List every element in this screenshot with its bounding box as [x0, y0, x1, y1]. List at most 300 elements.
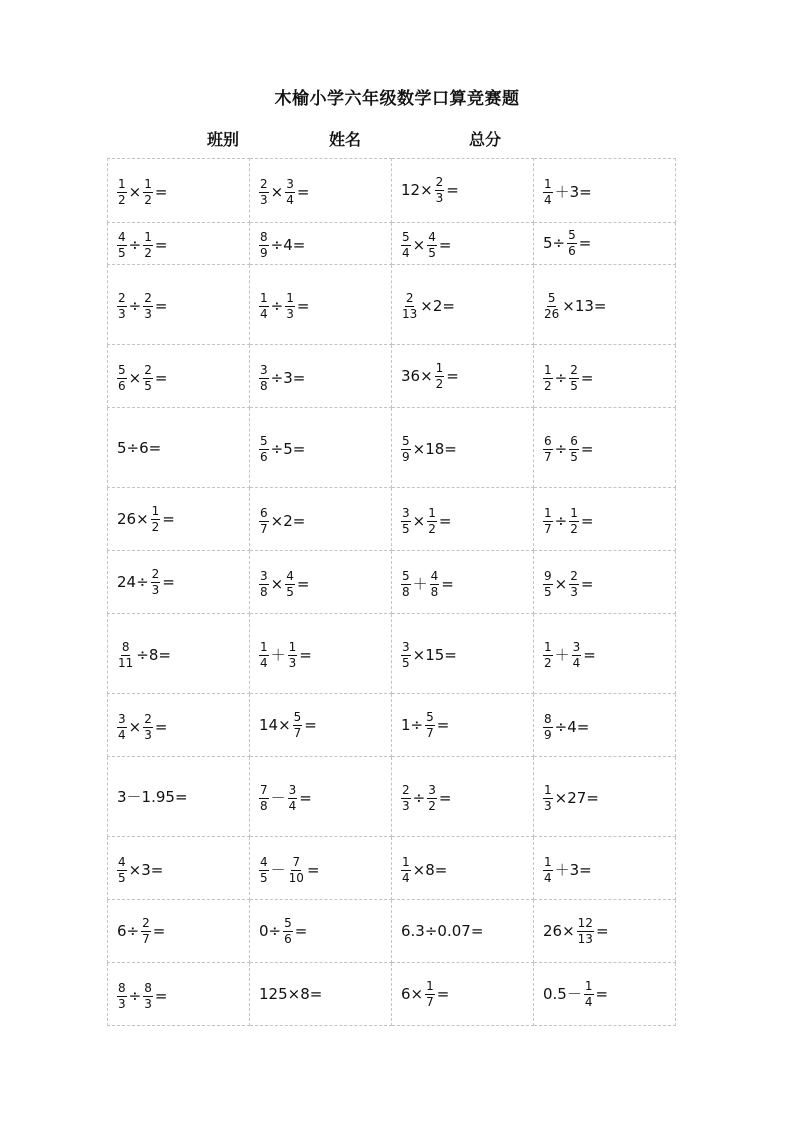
problem-cell [534, 963, 676, 1026]
fraction [259, 856, 269, 884]
fraction [427, 507, 437, 535]
expression-text: － [270, 789, 286, 807]
fraction-numerator: 4 [260, 854, 268, 869]
fraction-numerator: 1 [544, 640, 552, 655]
problem-expression [258, 231, 306, 259]
fraction-denominator: 5 [118, 246, 126, 260]
fraction [567, 229, 577, 257]
expression-text: 5÷ [543, 234, 566, 252]
problem-grid-body [108, 159, 676, 1026]
fraction [117, 364, 127, 392]
fraction [285, 178, 295, 206]
problem-expression [258, 292, 310, 320]
fraction-numerator: 1 [544, 783, 552, 798]
fraction-denominator: 8 [430, 584, 439, 599]
problem-row [108, 900, 676, 963]
problem-cell [108, 614, 250, 694]
expression-text: = [154, 297, 168, 315]
expression-text: = [154, 368, 168, 387]
expression-text: = [154, 717, 168, 736]
expression-text: ×15= [412, 646, 457, 664]
problem-cell [250, 223, 392, 265]
expression-text: = [580, 440, 594, 458]
expression-text: = [152, 921, 166, 940]
fraction-denominator: 6 [118, 378, 126, 393]
problem-cell [392, 694, 534, 757]
fraction-denominator: 7 [544, 450, 552, 464]
fraction-numerator: 4 [118, 854, 126, 869]
expression-text: 1÷ [401, 715, 424, 734]
fraction-numerator: 1 [151, 503, 160, 518]
expression-text: = [306, 860, 320, 879]
fraction-numerator: 1 [428, 505, 436, 520]
fraction-numerator: 4 [430, 568, 439, 583]
problem-cell [250, 408, 392, 488]
expression-text: × [270, 183, 284, 201]
problem-cell [534, 757, 676, 837]
expression-text: 0÷ [259, 921, 282, 940]
expression-text: = [595, 984, 609, 1003]
fraction-denominator: 26 [544, 307, 560, 321]
problem-expression [116, 787, 189, 806]
problem-cell [392, 345, 534, 408]
fraction-denominator: 4 [544, 870, 552, 885]
expression-text: = [162, 509, 175, 528]
fraction-numerator: 1 [544, 177, 552, 192]
expression-text: = [595, 921, 609, 940]
problem-expression [542, 856, 593, 884]
fraction-numerator: 5 [402, 434, 410, 449]
fraction-numerator: 2 [402, 783, 410, 798]
fraction-denominator: 8 [260, 378, 268, 393]
problem-row [108, 488, 676, 551]
fraction-numerator: 3 [402, 505, 410, 520]
problem-expression [400, 435, 458, 463]
fraction-numerator: 3 [260, 568, 268, 583]
expression-text: = [436, 984, 450, 1003]
expression-text: ÷ [270, 297, 284, 315]
problem-cell [392, 265, 534, 345]
fraction-denominator: 7 [426, 994, 434, 1009]
expression-text: = [154, 986, 168, 1005]
problem-expression [258, 570, 310, 598]
problem-cell [250, 900, 392, 963]
problem-cell [108, 265, 250, 345]
fraction-numerator: 6 [544, 434, 552, 449]
problem-row [108, 963, 676, 1026]
fraction-numerator: 2 [570, 568, 578, 583]
fraction-numerator: 3 [260, 362, 268, 377]
fraction [259, 178, 269, 206]
fraction [293, 711, 303, 739]
problem-row [108, 694, 676, 757]
expression-text: 14× [259, 715, 291, 734]
expression-text: = [446, 181, 459, 199]
fraction [401, 570, 411, 598]
problem-expression [400, 711, 450, 739]
fraction [543, 292, 560, 320]
fraction-denominator: 2 [428, 799, 436, 813]
problem-cell [250, 159, 392, 223]
expression-text: 6.3÷0.07= [401, 922, 484, 940]
fraction [283, 917, 293, 945]
fraction-denominator: 7 [426, 725, 434, 740]
fraction-numerator: 1 [288, 640, 297, 655]
fraction [285, 570, 295, 598]
problem-cell [534, 345, 676, 408]
fraction [543, 435, 553, 463]
fraction-numerator: 3 [402, 640, 410, 655]
expression-text: × [270, 574, 284, 593]
problem-row [108, 345, 676, 408]
problem-cell [534, 159, 676, 223]
expression-text: 6× [401, 984, 424, 1003]
fraction-denominator: 13 [577, 931, 593, 946]
fraction-denominator: 3 [260, 193, 268, 207]
problem-expression [258, 711, 318, 739]
expression-text: 0.5－ [543, 984, 582, 1003]
fraction-denominator: 5 [402, 656, 410, 670]
problem-cell [108, 345, 250, 408]
problem-cell [392, 837, 534, 900]
fraction [572, 641, 582, 669]
fraction-denominator: 3 [435, 191, 444, 205]
fraction [401, 641, 411, 669]
problem-cell [392, 551, 534, 614]
problem-cell [108, 159, 250, 223]
fraction-numerator: 6 [260, 505, 268, 520]
problem-expression [542, 784, 600, 812]
fraction-denominator: 7 [142, 931, 150, 946]
fraction [543, 570, 553, 598]
expression-text: ÷ [128, 986, 142, 1005]
fraction-numerator: 8 [544, 711, 552, 726]
problem-cell [534, 488, 676, 551]
fraction-denominator: 2 [151, 519, 160, 534]
expression-text: ÷5= [270, 440, 306, 458]
fraction-denominator: 4 [118, 727, 126, 742]
fraction [401, 784, 411, 812]
fraction [259, 507, 269, 535]
expression-text: × [412, 236, 426, 254]
name-label: 姓名 [329, 130, 362, 149]
problem-row [108, 408, 676, 488]
problem-cell [392, 900, 534, 963]
fraction-denominator: 4 [260, 656, 268, 670]
expression-text: ÷ [128, 297, 142, 315]
fraction-numerator: 3 [428, 783, 436, 798]
expression-text: × [412, 511, 426, 530]
fraction-denominator: 2 [435, 376, 444, 391]
fraction [259, 231, 269, 259]
fraction-denominator: 5 [286, 584, 294, 599]
problem-expression [258, 178, 310, 206]
fraction-denominator: 3 [118, 307, 126, 321]
expression-text: × [128, 717, 142, 736]
fraction [401, 856, 411, 884]
problem-expression [116, 438, 162, 457]
expression-text: = [299, 646, 312, 664]
expression-text: = [296, 183, 310, 201]
problem-cell [534, 408, 676, 488]
expression-text: ÷4= [554, 717, 590, 736]
fraction-numerator: 2 [260, 177, 268, 192]
problem-cell [392, 223, 534, 265]
problem-cell [108, 963, 250, 1026]
fraction-denominator: 13 [402, 307, 418, 321]
fraction-numerator: 2 [142, 915, 150, 930]
expression-text: = [583, 646, 596, 664]
fraction-denominator: 5 [570, 450, 578, 464]
fraction-denominator: 4 [544, 193, 552, 207]
fraction-numerator: 5 [402, 230, 410, 245]
expression-text: = [294, 921, 308, 940]
fraction-denominator: 4 [286, 193, 294, 207]
fraction-numerator: 7 [292, 854, 301, 869]
problem-expression [542, 292, 608, 320]
problem-expression [258, 784, 313, 812]
fraction [401, 292, 418, 320]
expression-text: = [580, 511, 594, 530]
expression-text: = [438, 511, 452, 530]
fraction-denominator: 11 [118, 656, 134, 670]
fraction [425, 980, 435, 1008]
fraction-denominator: 7 [260, 521, 268, 536]
expression-text: = [299, 789, 312, 807]
fraction-denominator: 7 [293, 725, 302, 740]
problem-cell [250, 551, 392, 614]
fraction [285, 292, 295, 320]
expression-text: ÷ [554, 440, 568, 458]
fraction-denominator: 4 [402, 246, 410, 260]
problem-expression [258, 917, 308, 945]
fraction-numerator: 3 [286, 177, 294, 192]
fraction-numerator: 2 [570, 362, 578, 377]
fraction-denominator: 5 [570, 378, 578, 393]
fraction-numerator: 1 [144, 177, 152, 192]
expression-text: = [441, 574, 454, 593]
expression-text: 125×8= [259, 985, 323, 1003]
expression-text: 3－1.95= [117, 787, 188, 806]
expression-text: ÷ [128, 236, 142, 254]
problem-cell [108, 488, 250, 551]
fraction [288, 784, 298, 812]
fraction [401, 435, 411, 463]
fraction-denominator: 5 [428, 246, 436, 260]
fraction-denominator: 2 [118, 193, 126, 207]
fraction [543, 713, 553, 741]
fraction [117, 641, 134, 669]
fraction [141, 917, 151, 945]
fraction-denominator: 3 [544, 799, 552, 813]
fraction [569, 435, 579, 463]
problem-cell [534, 551, 676, 614]
fraction [435, 176, 445, 204]
fraction [569, 364, 579, 392]
problem-expression [400, 980, 450, 1008]
fraction-denominator: 3 [144, 996, 152, 1011]
fraction-numerator: 1 [144, 230, 152, 245]
problem-expression [258, 364, 306, 392]
fraction [577, 917, 594, 945]
fraction-denominator: 6 [284, 931, 292, 946]
fraction-numerator: 5 [402, 568, 410, 583]
fraction [427, 231, 437, 259]
fraction [543, 178, 553, 206]
fraction-numerator: 7 [260, 783, 268, 798]
expression-text: ＋ [270, 646, 286, 664]
fraction [117, 982, 127, 1010]
problem-expression [400, 856, 448, 884]
expression-text: ×3= [128, 860, 164, 879]
expression-text: ÷ [554, 511, 568, 530]
problem-expression [400, 292, 456, 320]
fraction [435, 362, 445, 390]
problem-expression [542, 178, 593, 206]
fraction [401, 507, 411, 535]
fraction-denominator: 4 [288, 799, 297, 813]
problem-row [108, 757, 676, 837]
problem-expression [400, 570, 455, 598]
problem-expression [542, 364, 594, 392]
fraction [288, 856, 305, 884]
class-label: 班别 [207, 130, 240, 149]
fraction-numerator: 5 [568, 228, 576, 243]
fraction-denominator: 7 [544, 521, 552, 536]
problem-cell [392, 408, 534, 488]
fraction-numerator: 5 [284, 915, 292, 930]
expression-text: 5÷6= [117, 438, 162, 457]
problem-cell [108, 837, 250, 900]
expression-text: = [438, 789, 452, 807]
fraction [543, 856, 553, 884]
fraction [259, 784, 269, 812]
fraction [117, 856, 127, 884]
fraction-denominator: 2 [144, 246, 152, 260]
expression-text: = [436, 715, 450, 734]
problem-expression [116, 568, 176, 596]
fraction-numerator: 1 [286, 291, 294, 306]
fraction-numerator: 1 [402, 854, 410, 869]
fraction-denominator: 3 [144, 727, 152, 742]
problem-row [108, 837, 676, 900]
expression-text: = [154, 183, 168, 201]
fraction-denominator: 4 [260, 307, 268, 321]
problem-expression [400, 784, 452, 812]
fraction-denominator: 10 [288, 870, 304, 885]
problem-cell [108, 694, 250, 757]
fraction-numerator: 2 [144, 362, 152, 377]
problem-expression [542, 435, 594, 463]
fraction-denominator: 6 [568, 244, 576, 258]
fraction [543, 507, 553, 535]
problem-expression [258, 641, 313, 669]
fraction-denominator: 3 [151, 582, 160, 597]
fraction-denominator: 8 [260, 584, 268, 599]
fraction-denominator: 2 [428, 521, 436, 536]
problem-cell [534, 223, 676, 265]
expression-text: ÷4= [270, 236, 306, 254]
problem-expression [258, 856, 321, 884]
fraction [288, 641, 298, 669]
fraction-numerator: 1 [426, 978, 434, 993]
fraction-numerator: 1 [570, 505, 578, 520]
fraction-numerator: 5 [118, 362, 126, 377]
expression-text: ×2= [420, 297, 455, 315]
expression-text: = [296, 574, 310, 593]
problem-expression [116, 292, 168, 320]
fraction [117, 231, 127, 259]
fraction-denominator: 9 [260, 246, 268, 260]
fraction-denominator: 2 [544, 378, 552, 393]
expression-text: ÷8= [136, 646, 171, 664]
fraction [569, 570, 579, 598]
fraction-numerator: 12 [577, 915, 593, 930]
fraction-numerator: 9 [544, 568, 552, 583]
fraction-numerator: 6 [570, 434, 578, 449]
problem-cell [392, 963, 534, 1026]
fraction-denominator: 2 [144, 193, 152, 207]
problem-expression [542, 980, 609, 1008]
problem-cell [392, 614, 534, 694]
fraction-denominator: 9 [402, 450, 410, 464]
problem-cell [534, 694, 676, 757]
problem-expression [400, 362, 460, 390]
fraction-denominator: 3 [402, 799, 410, 813]
fraction [427, 784, 437, 812]
fraction-denominator: 3 [286, 307, 294, 321]
fraction-numerator: 8 [144, 980, 152, 995]
problem-row [108, 265, 676, 345]
fraction [143, 713, 153, 741]
fraction [143, 364, 153, 392]
fraction [143, 231, 153, 259]
fraction-denominator: 5 [544, 584, 552, 599]
fraction-denominator: 5 [402, 521, 410, 536]
fraction [430, 570, 440, 598]
expression-text: ×18= [412, 440, 457, 458]
fraction-denominator: 5 [144, 378, 152, 393]
problem-expression [116, 178, 168, 206]
fraction-numerator: 2 [151, 566, 160, 581]
problem-cell [250, 837, 392, 900]
fraction-denominator: 5 [260, 870, 268, 885]
problem-expression [258, 987, 323, 1002]
fraction-denominator: 2 [544, 656, 552, 670]
expression-text: ×2= [270, 511, 306, 530]
fraction [425, 711, 435, 739]
expression-text: × [128, 368, 142, 387]
fraction [259, 570, 269, 598]
expression-text: 26× [543, 921, 575, 940]
problem-expression [542, 570, 594, 598]
expression-text: － [270, 860, 286, 879]
problem-cell [534, 900, 676, 963]
expression-text: 6÷ [117, 921, 140, 940]
fraction [151, 505, 161, 533]
fraction-denominator: 6 [260, 450, 268, 464]
fraction-numerator: 4 [428, 230, 436, 245]
problem-expression [258, 507, 306, 535]
fraction-numerator: 8 [118, 980, 126, 995]
problem-cell [108, 551, 250, 614]
problem-expression [542, 507, 594, 535]
problem-cell [250, 757, 392, 837]
fraction-numerator: 8 [260, 230, 268, 245]
expression-text: 12× [401, 181, 433, 199]
fraction [259, 292, 269, 320]
problem-cell [108, 900, 250, 963]
